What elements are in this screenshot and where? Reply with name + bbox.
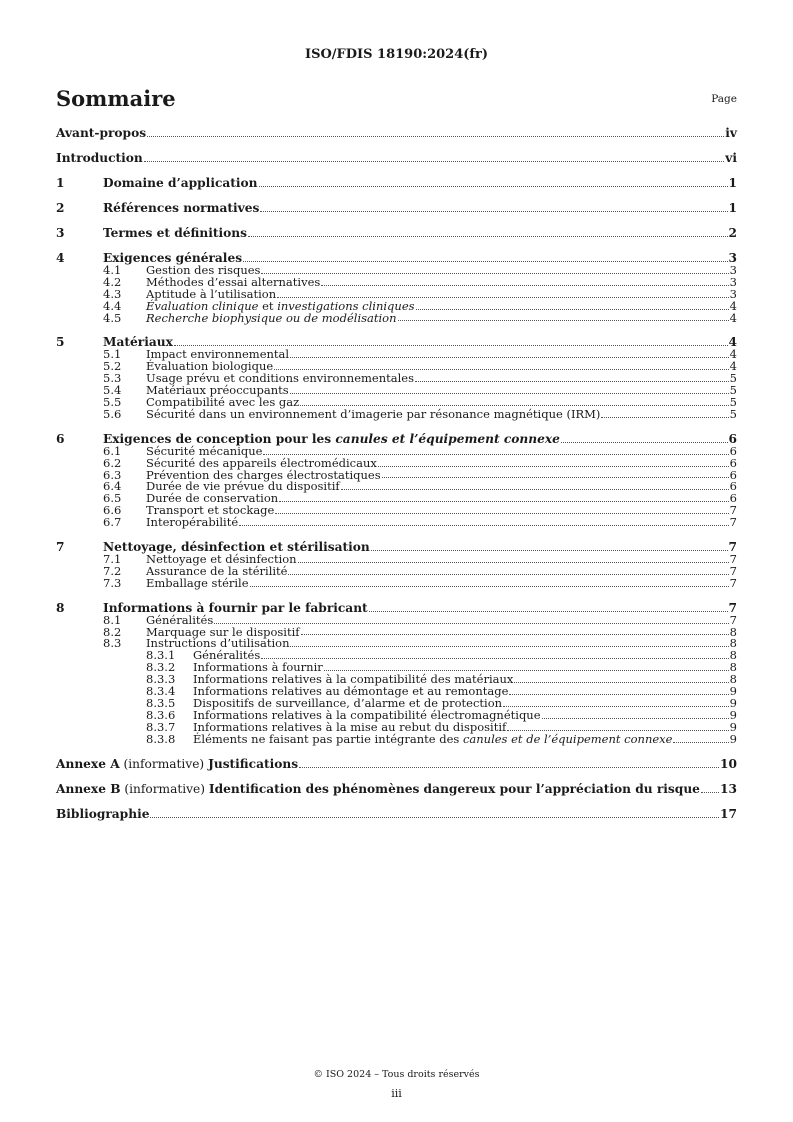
toc-entry-clause-3[interactable]: 3 Termes et définitions 2 (56, 226, 737, 240)
table-of-contents (56, 127, 737, 821)
toc-title: Sommaire (56, 86, 176, 111)
document-id: ISO/FDIS 18190:2024(fr) (305, 47, 488, 62)
toc-entry-6-7[interactable]: 6.7 Interopérabilité 7 (103, 515, 737, 530)
toc-entry-8-3-2[interactable]: 8.3.2 Informations à fournir 8 (146, 660, 737, 675)
toc-entry-avant-propos[interactable]: Avant-propos iv (56, 126, 737, 140)
toc-entry-4-5[interactable]: 4.5 Recherche biophysique ou de modélisation 4 (103, 310, 737, 325)
toc-entry-8-3-3[interactable]: 8.3.3 Informations relatives à la compatibilité des matériaux 8 (146, 672, 737, 687)
toc-entry-7-2[interactable]: 7.2 Assurance de la stérilité 7 (103, 563, 737, 578)
page-column-label: Page (711, 93, 737, 105)
toc-entry-5-4[interactable]: 5.4 Matériaux préoccupants 5 (103, 383, 737, 398)
toc-entry-6-5[interactable]: 6.5 Durée de conservation 6 (103, 491, 737, 506)
toc-entry-6-6[interactable]: 6.6 Transport et stockage 7 (103, 503, 737, 518)
toc-entry-6-4[interactable]: 6.4 Durée de vie prévue du dispositif 6 (103, 479, 737, 494)
toc-entry-annex-b[interactable]: Annexe B (informative) Identification des phénomènes dangereux pour l’appréciation du risque 13 (56, 781, 737, 796)
toc-entry-8-3[interactable]: 8.3 Instructions d’utilisation 8 (103, 636, 737, 651)
toc-entry-clause-2[interactable]: 2 Références normatives 1 (56, 201, 737, 215)
toc-entry-clause-5[interactable]: 5 Matériaux 4 (56, 335, 737, 350)
toc-entry-8-3-7[interactable]: 8.3.7 Informations relatives à la mise au rebut du dispositif 9 (146, 719, 737, 734)
toc-entry-5-3[interactable]: 5.3 Usage prévu et conditions environnementales 5 (103, 371, 737, 386)
toc-entry-4-1[interactable]: 4.1 Gestion des risques 3 (103, 263, 737, 277)
toc-entry-introduction[interactable]: Introduction vi (56, 151, 737, 165)
toc-entry-4-2[interactable]: 4.2 Méthodes d’essai alternatives 3 (103, 274, 737, 289)
toc-entry-6-2[interactable]: 6.2 Sécurité des appareils électromédicaux 6 (103, 455, 737, 470)
toc-entry-8-3-8[interactable]: 8.3.8 Éléments ne faisant pas partie intégrante des canules et de l’équipement connexe 9 (146, 731, 737, 746)
toc-entry-6-3[interactable]: 6.3 Prévention des charges électrostatiques 6 (103, 467, 737, 482)
toc-entry-8-3-5[interactable]: 8.3.5 Dispositifs de surveillance, d’alarme et de protection 9 (146, 695, 737, 710)
toc-entry-5-6[interactable]: 5.6 Sécurité dans un environnement d’imagerie par résonance magnétique (IRM) 5 (103, 406, 737, 421)
toc-entry-8-3-4[interactable]: 8.3.4 Informations relatives au démontage et au remontage 9 (146, 684, 737, 699)
toc-header (56, 86, 737, 114)
toc-entry-8-1[interactable]: 8.1 Généralités 7 (103, 612, 737, 627)
toc-entry-8-3-1[interactable]: 8.3.1 Généralités 8 (146, 648, 737, 663)
toc-entry-clause-8[interactable]: 8 Informations à fournir par le fabricant 7 (56, 600, 737, 615)
toc-entry-5-2[interactable]: 5.2 Évaluation biologique 4 (103, 359, 737, 374)
toc-entry-7-1[interactable]: 7.1 Nettoyage et désinfection 7 (103, 552, 737, 567)
toc-entry-5-1[interactable]: 5.1 Impact environnemental 4 (103, 347, 737, 362)
toc-entry-clause-7[interactable]: 7 Nettoyage, désinfection et stérilisation 7 (56, 540, 737, 555)
toc-entry-6-1[interactable]: 6.1 Sécurité mécanique 6 (103, 443, 737, 458)
toc-entry-4-3[interactable]: 4.3 Aptitude à l’utilisation 3 (103, 286, 737, 301)
toc-entry-clause-4[interactable]: 4 Exigences générales 3 (56, 251, 737, 265)
toc-entry-4-4[interactable]: 4.4 Évaluation clinique et investigations cliniques 4 (103, 298, 737, 313)
toc-entry-clause-1[interactable]: 1 Domaine d’application 1 (56, 176, 737, 190)
toc-entry-8-3-6[interactable]: 8.3.6 Informations relatives à la compatibilité électromagnétique 9 (146, 707, 737, 722)
toc-entry-clause-6[interactable]: 6 Exigences de conception pour les canules et l’équipement connexe 6 (56, 431, 737, 446)
toc-entry-bibliographie[interactable]: Bibliographie 17 (56, 806, 737, 821)
toc-entry-7-3[interactable]: 7.3 Emballage stérile 7 (103, 575, 737, 590)
toc-entry-annex-a[interactable]: Annexe A (informative) Justifications 10 (56, 756, 737, 771)
copyright-notice: © ISO 2024 – Tous droits réservés (313, 1069, 480, 1080)
toc-entry-5-5[interactable]: 5.5 Compatibilité avec les gaz 5 (103, 395, 737, 410)
toc-entry-8-2[interactable]: 8.2 Marquage sur le dispositif 8 (103, 624, 737, 639)
page-number: iii (391, 1087, 402, 1100)
